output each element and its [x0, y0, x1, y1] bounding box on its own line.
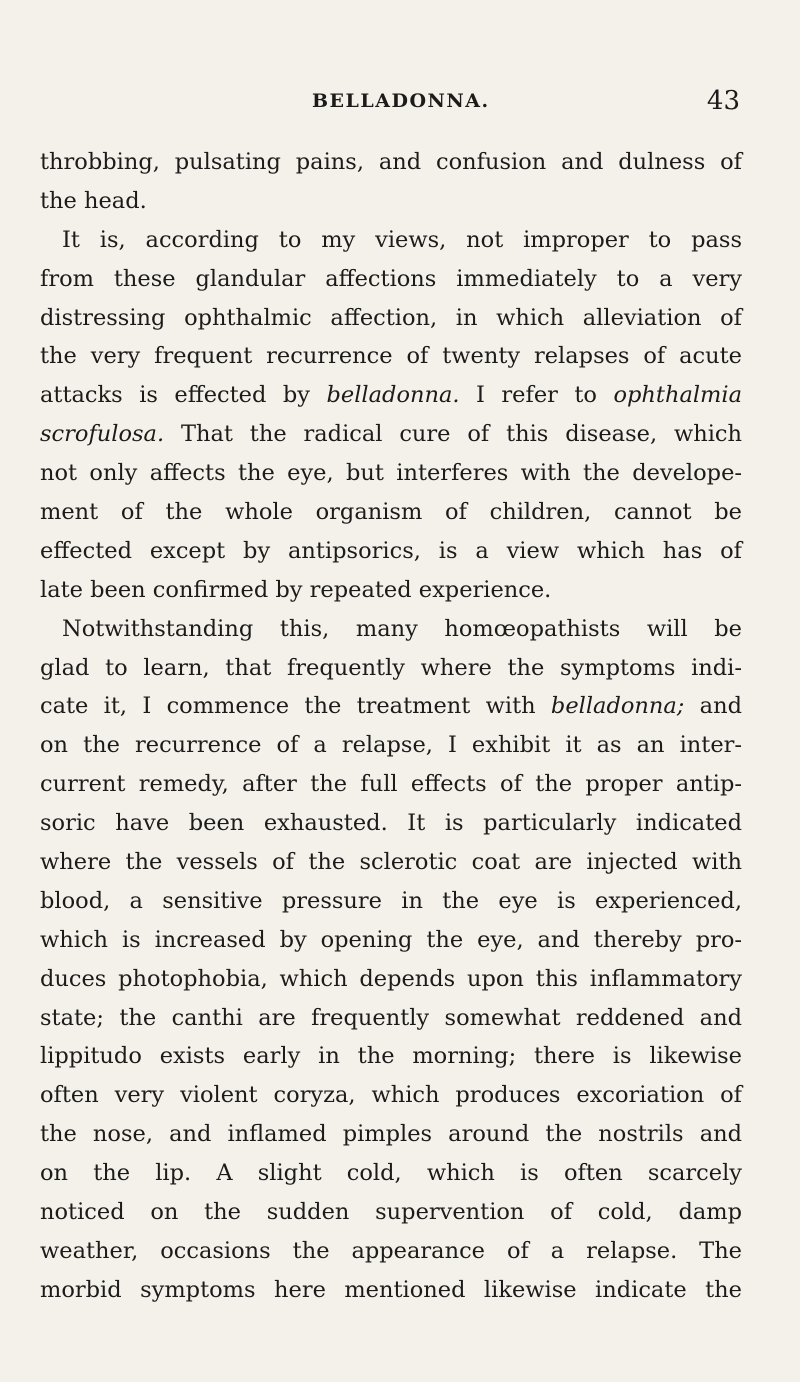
text-line: blood, a sensitive pressure in the eye is experienced,: [40, 887, 742, 914]
text-line: the very frequent recurrence of twenty relapses of acute: [40, 343, 742, 370]
italic-term: scrofulosa.: [40, 421, 165, 448]
italic-term: belladonna;: [550, 693, 685, 720]
text-line: throbbing, pulsating pains, and confusion and dulness of: [40, 149, 742, 175]
text-line: duces photophobia, which depends upon this inflammatory: [40, 965, 742, 992]
text-line: late been confirmed by repeated experience.: [40, 576, 552, 603]
text-line: distressing ophthalmic affection, in which alleviation of: [40, 304, 742, 331]
text-line: [40, 415, 742, 454]
text-line: where the vessels of the sclerotic coat are injected with: [40, 849, 742, 876]
text-line: lippitudo exists early in the morning; there is likewise: [40, 1043, 742, 1070]
running-title: BELLADONNA.: [312, 90, 490, 112]
text-line: often very violent coryza, which produces excoriation of: [40, 1082, 742, 1109]
page-number: 43: [706, 86, 740, 116]
text-run: attacks is effected by: [40, 382, 327, 409]
text-line: It is, according to my views, not improper to pass: [62, 226, 742, 253]
italic-term: belladonna.: [326, 382, 460, 409]
text-line: the nose, and inflamed pimples around the nostrils and: [40, 1121, 742, 1148]
text-line: ment of the whole organism of children, cannot be: [40, 499, 742, 526]
text-line: weather, occasions the appearance of a relapse. The: [40, 1237, 742, 1264]
text-line: current remedy, after the full effects of the proper antip-: [40, 771, 742, 798]
text-line: state; the canthi are frequently somewhat reddened and: [40, 1004, 742, 1031]
text-line: effected except by antipsorics, is a view which has of: [40, 537, 742, 564]
text-line: [40, 376, 742, 415]
text-line: on the recurrence of a relapse, I exhibit it as an inter-: [40, 732, 742, 759]
italic-term: ophthalmia: [613, 382, 742, 409]
text-line: noticed on the sudden supervention of cold, damp: [40, 1199, 742, 1226]
text-line: which is increased by opening the eye, and thereby pro-: [40, 926, 742, 953]
text-line: Notwithstanding this, many homœopathists will be: [62, 615, 742, 642]
running-head: [40, 86, 740, 118]
text-line: from these glandular affections immediately to a very: [40, 265, 742, 292]
text-line: [40, 687, 742, 726]
text-line: glad to learn, that frequently where the symptoms indi-: [40, 654, 742, 681]
text-run: That the radical cure of this disease, which: [164, 421, 742, 448]
body-text: [40, 143, 742, 1310]
text-line: on the lip. A slight cold, which is often scarcely: [40, 1160, 742, 1187]
text-line: not only affects the eye, but interferes with the develope-: [40, 460, 742, 487]
text-line: soric have been exhausted. It is particularly indicated: [40, 810, 742, 837]
text-run: I refer to: [459, 382, 614, 409]
text-run: cate it, I commence the treatment with: [40, 693, 551, 720]
text-line: the head.: [40, 187, 147, 214]
text-run: and: [684, 693, 742, 720]
text-line: morbid symptoms here mentioned likewise indicate the: [40, 1276, 742, 1303]
